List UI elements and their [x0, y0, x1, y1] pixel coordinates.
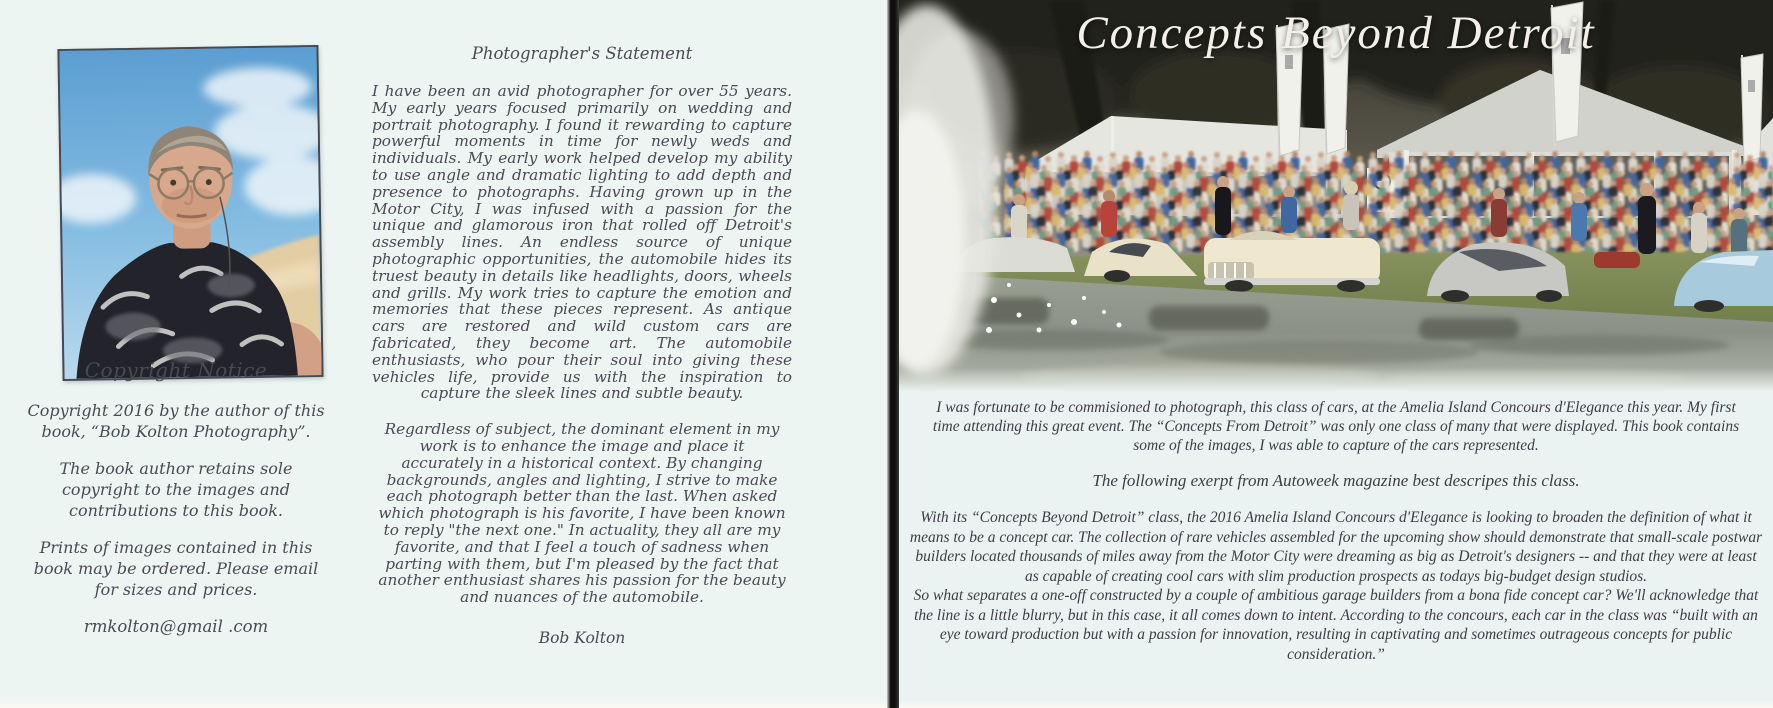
copyright-para-2: The book author retains sole copyright to the images and contributions to this book. — [59, 459, 293, 520]
photo-bottom-fade — [899, 368, 1773, 392]
page-title: Concepts Beyond Detroit — [1076, 7, 1596, 59]
statement-heading: Photographer's Statement — [471, 44, 693, 63]
statement-para-1: I have been an avid photographer for over 55 years. My early years focused primarily on wedding and portrait photography. I found it rewarding to capture powerful moments in time for newly weds and individuals. My early work helped develop my ability to use angle and dramatic lighting to add depth and presence to photographs. Having grown up in the Motor City, I was infused with a passion for the unique and glamorous iron that rolled off Detroit's assembly lines. An endless source of unique photographic opportunities, the automobile hides its truest beauty in details like headlights, doors, wheels and grills. My work tries to capture the emotion and memories that these pieces represent. As antique cars are restored and wild custom cars are fabricated, they become art. The automobile enthusiasts, who pour their soul into giving these vehicles life, provide us with the inspiration to capture the sleek lines and subtle beauty. — [372, 82, 792, 403]
right-page — [899, 0, 1773, 708]
copyright-para-1: Copyright 2016 by the author of this book, “Bob Kolton Photography”. — [27, 401, 325, 441]
autoweek-paragraph-1: With its “Concepts Beyond Detroit” class, the 2016 Amelia Island Concours d'Elegance is looking to broaden the definition of what it means to be a concept car. The collection of rare vehicles assembled for the upcoming show should demonstrate that small-scale postwar builders located thousands of miles away from the Motor City were dreaming as big as Detroit's designers -- and that they were at least as capable of creating cool cars with slim production prospects as todays big-budget design studios. — [909, 509, 1763, 585]
author-signature: Bob Kolton — [538, 628, 626, 647]
statement-para-2: Regardless of subject, the dominant element in my work is to enhance the image and place it accurately in a historical context. By changing backgrounds, angles and lighting, I strive to make each photograph better than the last. When asked which photograph is his favorite, I have been known to reply "the next one." In actuality, they all are my favorite, and that I feel a touch of sadness when parting with them, but I'm pleased by the fact that another enthusiast shares his passion for the beauty and nuances of the automobile. — [378, 420, 786, 607]
excerpt-lead-line: The following exerpt from Autoweek magazine best descripes this class. — [1092, 471, 1580, 490]
concours-event-photo — [899, 0, 1773, 392]
photographers-statement-section — [372, 44, 792, 662]
contact-email: rmkolton@gmail .com — [83, 617, 269, 636]
copyright-para-3: Prints of images contained in this book may be ordered. Please email for sizes and prices. — [33, 538, 319, 599]
right-page-text — [907, 398, 1765, 664]
copyright-heading: Copyright Notice — [84, 358, 268, 382]
photographer-portrait-photo — [57, 45, 323, 381]
autoweek-paragraph-2: So what separates a one-off constructed by a couple of ambitious garage builders from a bona fide concept car? We'll acknowledge that the line is a little blurry, but in this case, it all comes down to intent. According to the concours, each car in the class was “built with an eye toward production but with a passion for innovation, resulting in captivating and sometimes outrageous concepts for public consideration.” — [913, 587, 1759, 663]
copyright-notice-section — [20, 358, 332, 653]
page-gutter — [887, 0, 899, 708]
portrait-art — [59, 47, 321, 379]
intro-paragraph: I was fortunate to be commisioned to photograph, this class of cars, at the Amelia Island Concours d'Elegance this year. My first time attending this great event. The “Concepts From Detroit” was only one class of many that were displayed. This book contains some of the images, I was able to capture of the cars represented. — [932, 399, 1740, 454]
